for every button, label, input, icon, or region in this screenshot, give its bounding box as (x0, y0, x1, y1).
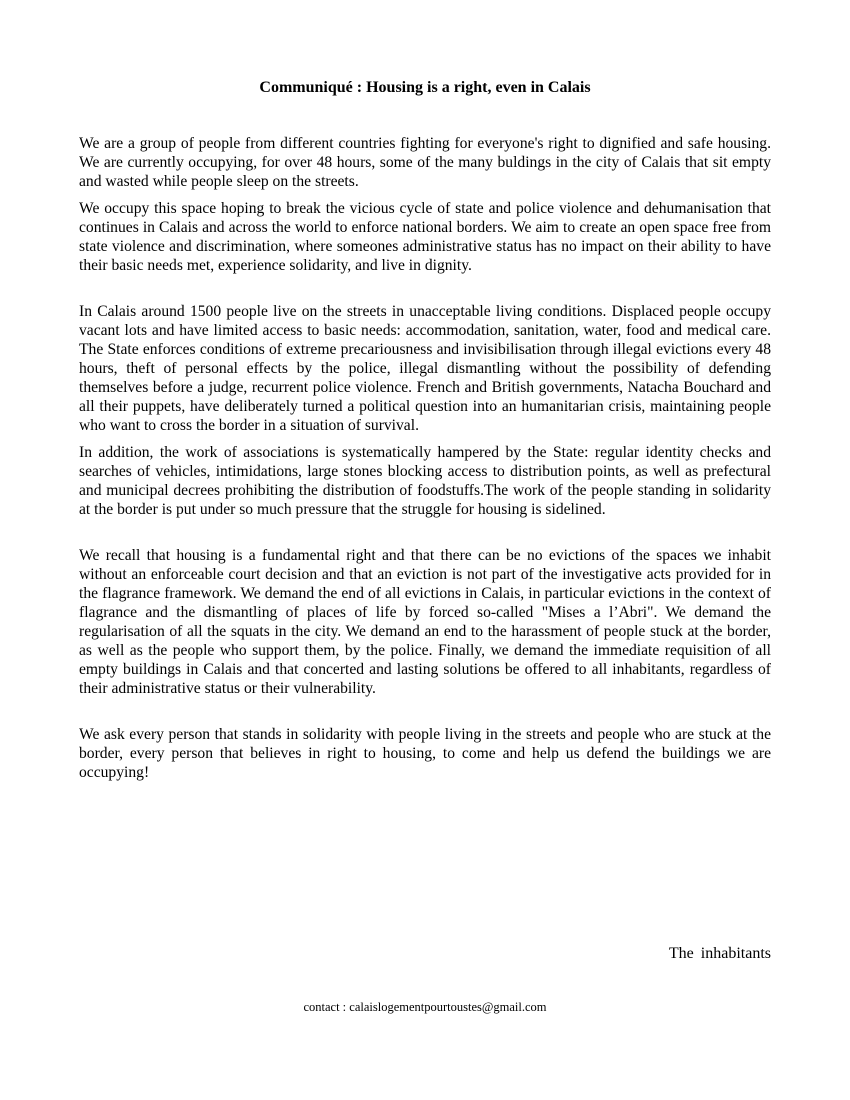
paragraph-demands: We recall that housing is a fundamental right and that there can be no evictions of the spaces we inhabit without an enforceable court decision and that an eviction is not part of the investigative acts provided for in the flagrance framework. We demand the end of all evictions in Calais, in particular evictions in the context of flagrance and the dismantling of places of life by forced so-called "Mises a l’Abri". We demand the regularisation of all the squats in the city. We demand an end to the harassment of people stuck at the border, as well as the people who support them, by the police. Finally, we demand the immediate requisition of all empty buildings in Calais and that concerted and lasting solutions be offered to all inhabitants, regardless of their administrative status or their vulnerability. (79, 547, 771, 697)
section-spacer (79, 519, 771, 546)
paragraph-associations: In addition, the work of associations is systematically hampered by the State: regular identity checks and searches of vehicles, intimidations, large stones blocking access to distribution points, as well as prefectural and municipal decrees prohibiting the distribution of foodstuffs.The work of the people standing in solidarity at the border is put under so much pressure that the struggle for housing is sidelined. (79, 444, 771, 518)
paragraph-call-to-action: We ask every person that stands in solidarity with people living in the streets and people who are stuck at the border, every person that believes in right to housing, to come and help us defend the buildings we are occupying! (79, 726, 771, 781)
document-body (79, 134, 771, 782)
signature: The inhabitants (668, 945, 771, 962)
section-spacer (79, 275, 771, 302)
paragraph-conditions: In Calais around 1500 people live on the streets in unacceptable living conditions. Displaced people occupy vacant lots and have limited access to basic needs: accommodation, sanitation, water, food and medical care. The State enforces conditions of extreme precariousness and invisibilisation through illegal evictions every 48 hours, theft of personal effects by the police, illegal dismantling without the possibility of defending themselves before a judge, recurrent police violence. French and British governments, Natacha Bouchard and all their puppets, have deliberately turned a political question into an humanitarian crisis, maintaining people who want to cross the border in a situation of survival. (79, 303, 771, 434)
paragraph-occupation: We are a group of people from different countries fighting for everyone's right to dignified and safe housing. We are currently occupying, for over 48 hours, some of the many buldings in the city of Calais that sit empty and wasted while people sleep on the streets. (79, 135, 771, 190)
contact-line: contact : calaislogementpourtoustes@gmail.com (303, 1000, 547, 1014)
section-spacer (79, 698, 771, 725)
paragraph-spacer (79, 191, 771, 199)
document-title: Communiqué : Housing is a right, even in Calais (259, 79, 591, 96)
paragraph-spacer (79, 435, 771, 443)
paragraph-purpose: We occupy this space hoping to break the vicious cycle of state and police violence and dehumanisation that continues in Calais and across the world to enforce national borders. We aim to create an open space free from state violence and discrimination, where someones administrative status has no impact on their ability to have their basic needs met, experience solidarity, and live in dignity. (79, 200, 771, 274)
